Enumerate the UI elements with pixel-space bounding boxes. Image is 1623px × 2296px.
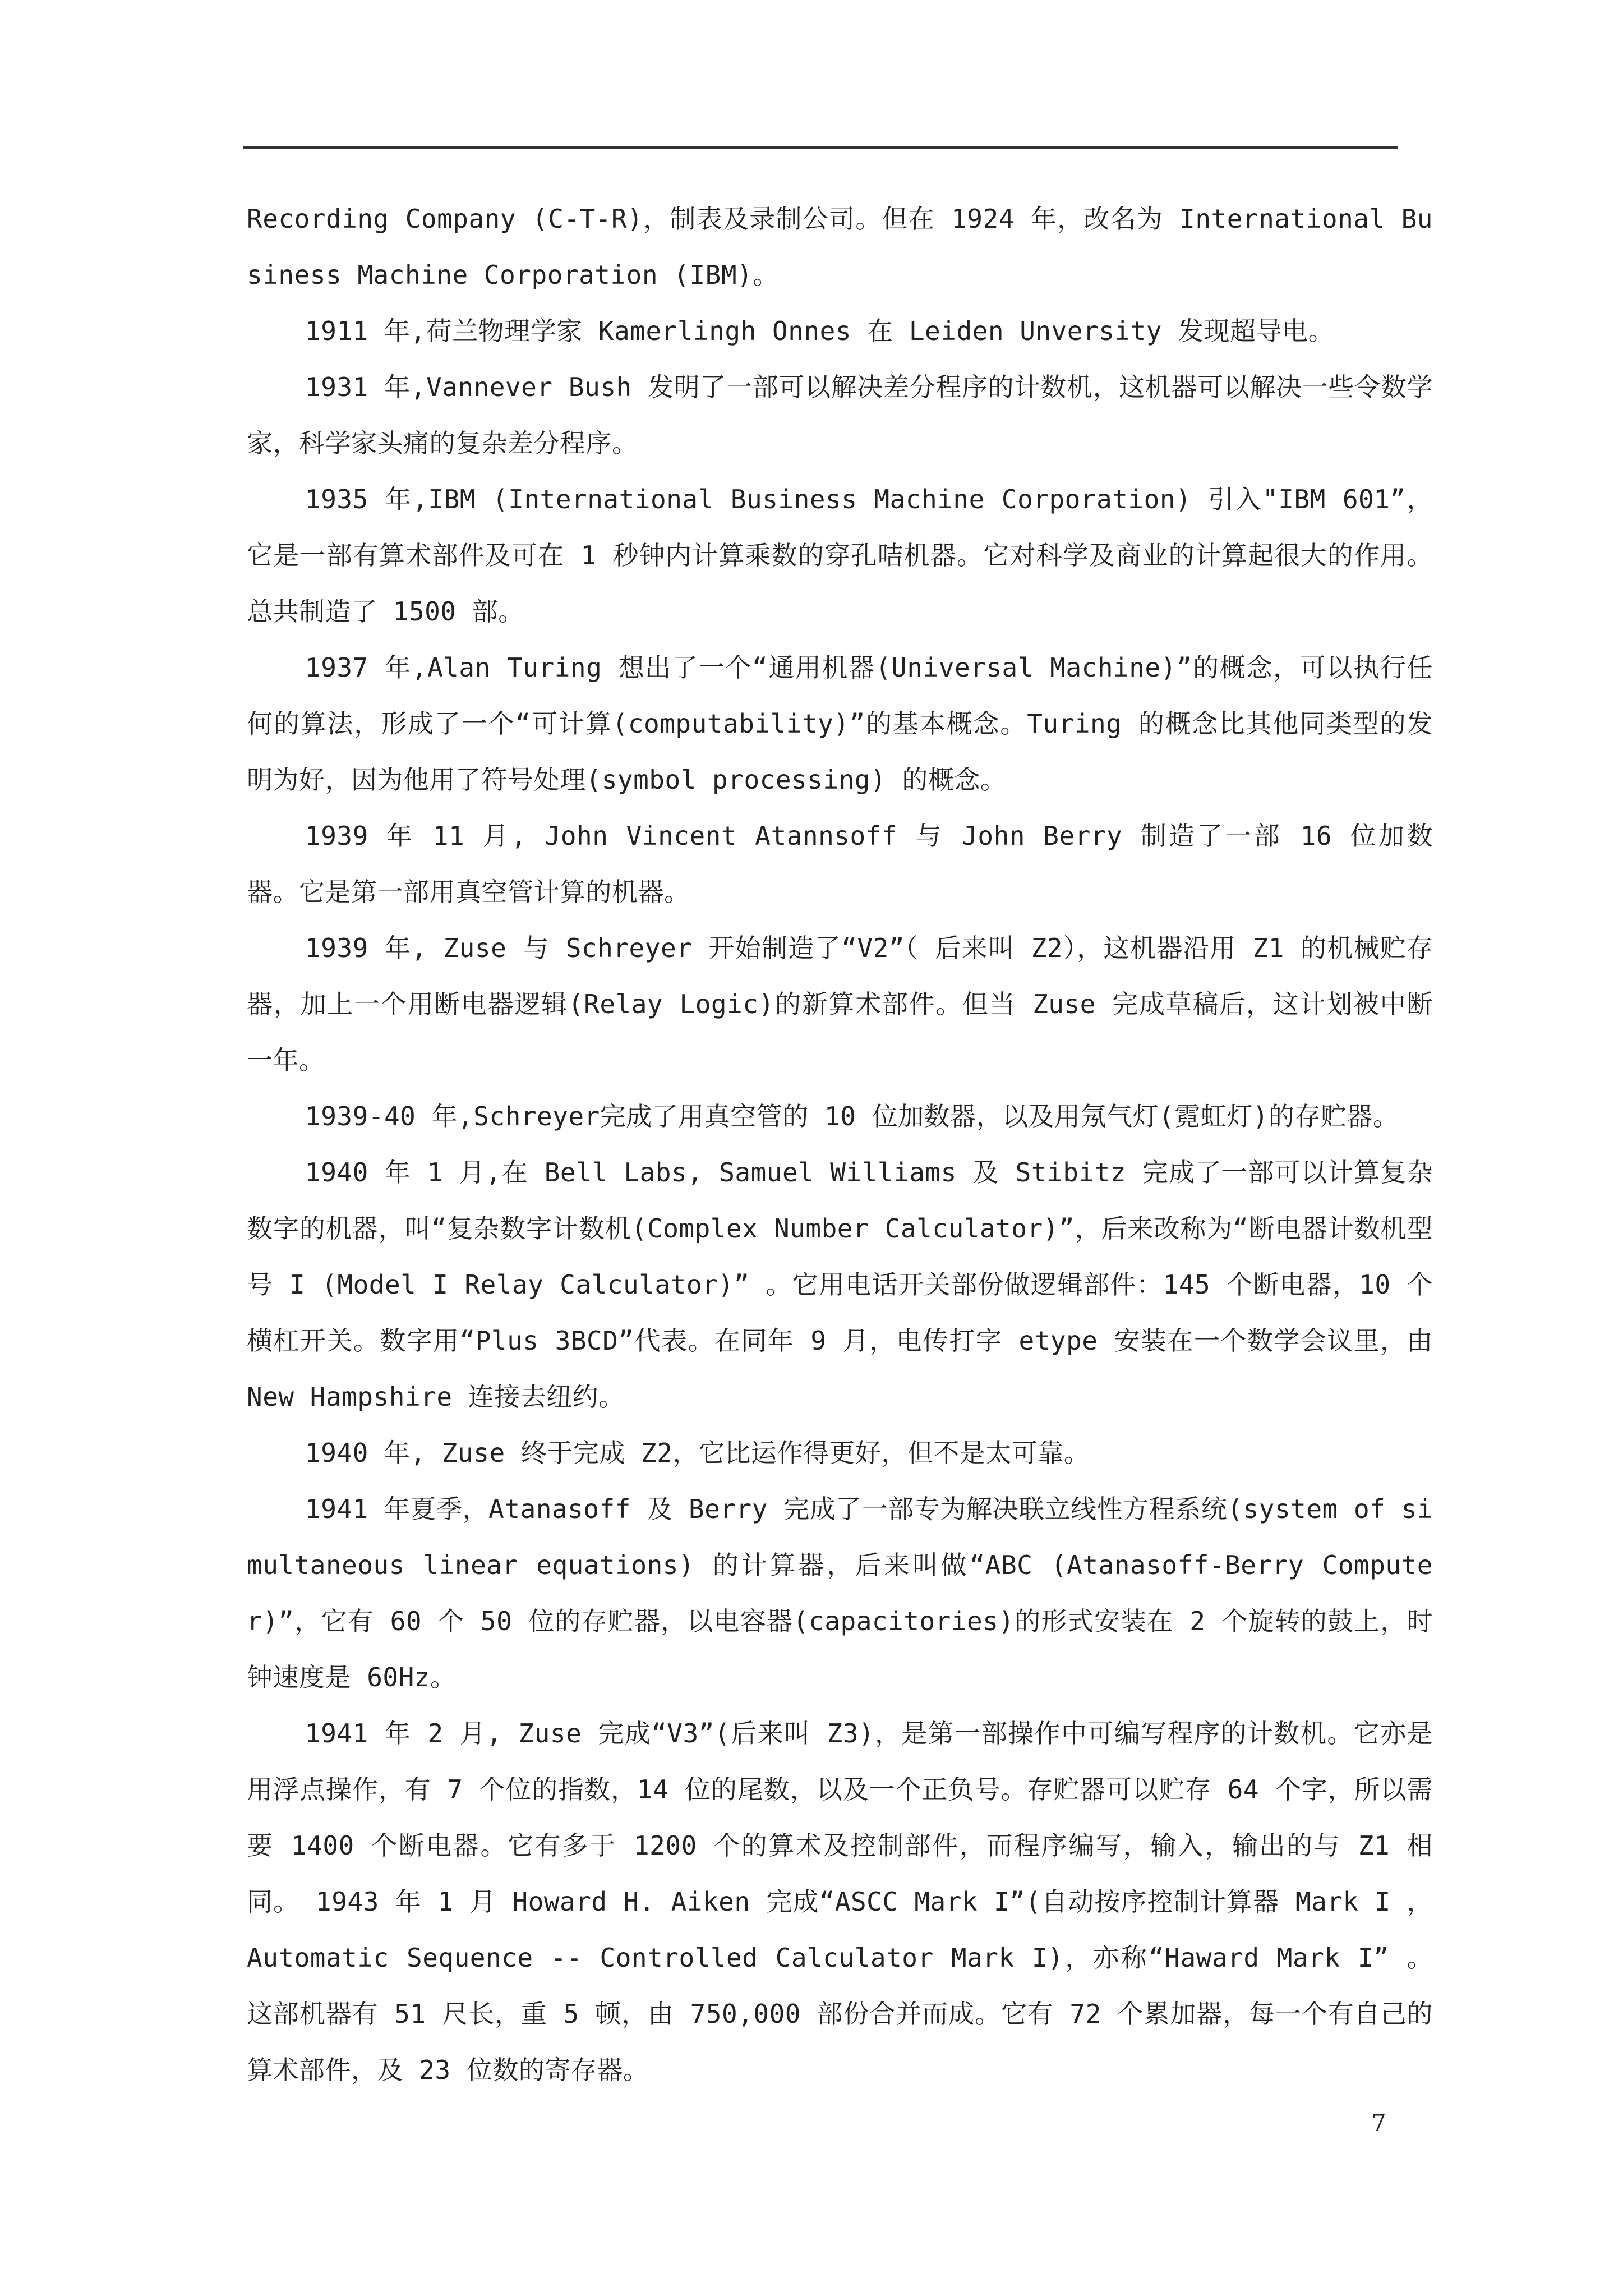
paragraph: 1940 年 1 月,在 Bell Labs, Samuel Williams 及 Stibitz 完成了一部可以计算复杂数字的机器，叫“复杂数字计数机(Complex Number Calculator)”，后来改称为“断电器计数机型号 I (Model I Relay Calculator)” 。它用电话开关部份做逻辑部件：145 个断电器，10 个横杠开关。数字用“Plus 3BCD”代表。在同年 9 月，电传打字 etype 安装在一个数学会议里，由 New Hampshire 连接去纽约。 xyxy=(247,1157,1433,1412)
paragraph: 1911 年,荷兰物理学家 Kamerlingh Onnes 在 Leiden Unversity 发现超导电。 xyxy=(305,316,1335,346)
paragraph: 1931 年,Vannever Bush 发明了一部可以解决差分程序的计数机，这机器可以解决一些令数学家，科学家头痛的复杂差分程序。 xyxy=(247,372,1433,458)
paragraph: 1940 年, Zuse 终于完成 Z2，它比运作得更好，但不是太可靠。 xyxy=(305,1438,1090,1468)
paragraph: 1941 年夏季，Atanasoff 及 Berry 完成了一部专为解决联立线性方程系统(system of simultaneous linear equations) 的计算器，后来叫做“ABC (Atanasoff-Berry Computer)”，它有 60 个 50 位的存贮器，以电容器(capacitories)的形式安装在 2 个旋转的鼓上，时钟速度是 60Hz。 xyxy=(247,1494,1433,1692)
paragraph: 1937 年,Alan Turing 想出了一个“通用机器(Universal Machine)”的概念，可以执行任何的算法，形成了一个“可计算(computability)”的基本概念。Turing 的概念比其他同类型的发明为好，因为他用了符号处理(symbol processing) 的概念。 xyxy=(247,652,1433,795)
document-body xyxy=(247,191,1433,2098)
paragraph: 1939 年, Zuse 与 Schreyer 开始制造了“V2”（ 后来叫 Z2），这机器沿用 Z1 的机械贮存器，加上一个用断电器逻辑(Relay Logic)的新算术部件。但当 Zuse 完成草稿后，这计划被中断一年。 xyxy=(247,933,1433,1075)
header-rule xyxy=(243,146,1398,149)
paragraph: 1939-40 年,Schreyer完成了用真空管的 10 位加数器，以及用氖气灯(霓虹灯)的存贮器。 xyxy=(305,1101,1399,1131)
paragraph: 1935 年,IBM (International Business Machine Corporation) 引入"IBM 601”，它是一部有算术部件及可在 1 秒钟内计算乘数的穿孔咭机器。它对科学及商业的计算起很大的作用。总共制造了 1500 部。 xyxy=(247,484,1433,627)
paragraph: Recording Company (C-T-R)，制表及录制公司。但在 1924 年，改名为 International Business Machine Corporation (IBM)。 xyxy=(247,204,1433,290)
page-number: 7 xyxy=(1371,2109,1386,2137)
paragraph: 1941 年 2 月, Zuse 完成“V3”(后来叫 Z3)，是第一部操作中可编写程序的计数机。它亦是用浮点操作，有 7 个位的指数，14 位的尾数，以及一个正负号。存贮器可以贮存 64 个字，所以需要 1400 个断电器。它有多于 1200 个的算术及控制部件，而程序编写，输入，输出的与 Z1 相同。 1943 年 1 月 Howard H. Aiken 完成“ASCC Mark I”(自动按序控制计算器 Mark I ，Automatic Sequence -- Controlled Calculator Mark I)，亦称“Haward Mark I” 。这部机器有 51 尺长，重 5 顿，由 750,000 部份合并而成。它有 72 个累加器，每一个有自己的算术部件，及 23 位数的寄存器。 xyxy=(247,1718,1433,2085)
paragraph: 1939 年 11 月, John Vincent Atannsoff 与 John Berry 制造了一部 16 位加数器。它是第一部用真空管计算的机器。 xyxy=(247,821,1433,907)
